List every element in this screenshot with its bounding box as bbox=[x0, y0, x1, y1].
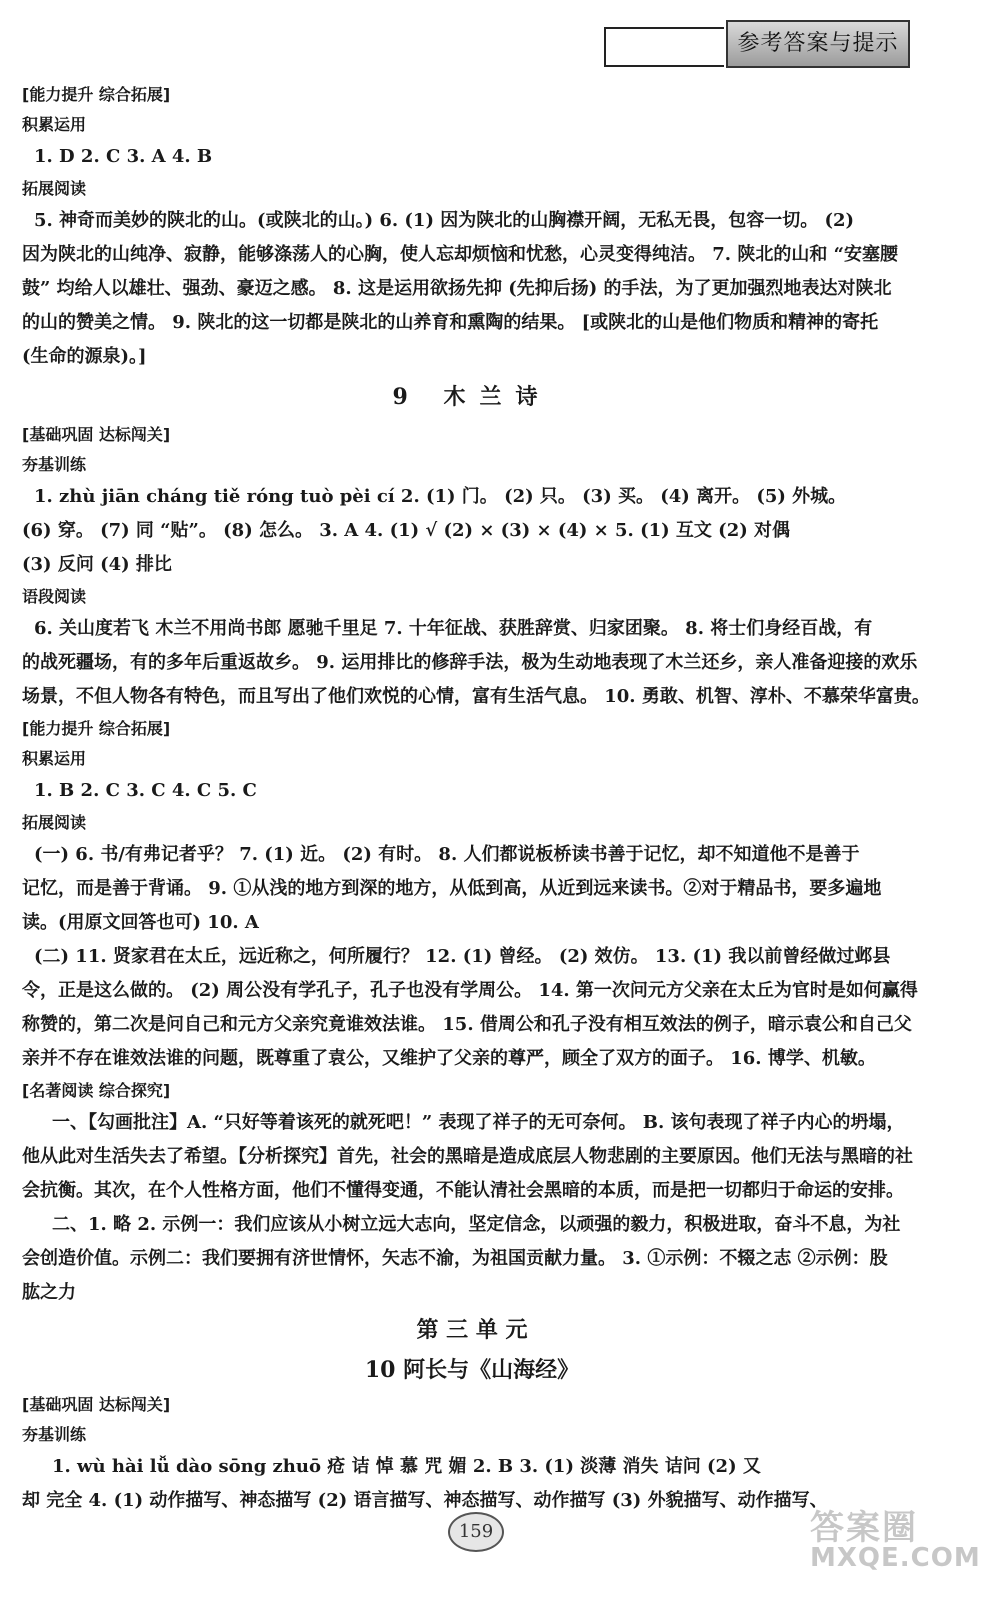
section-heading: [基础巩固 达标闯关] bbox=[22, 425, 171, 444]
answer-line: 读。(用原文回答也可) 10. A bbox=[22, 912, 259, 933]
page-number: 159 bbox=[448, 1512, 504, 1552]
answer-line: 记忆，而是善于背诵。 9. ①从浅的地方到深的地方，从低到高，从近到远来读书。②对于精品书，要多遍地 bbox=[22, 878, 882, 899]
answer-line: 会创造价值。示例二：我们要拥有济世情怀，矢志不渝，为祖国贡献力量。 3. ①示例：不辍之志 ②示例：股 bbox=[22, 1248, 888, 1269]
answer-line: 令，正是这么做的。 (2) 周公没有学孔子，孔子也没有学周公。 14. 第一次问元方父亲在太丘为官时是如何赢得 bbox=[22, 980, 918, 1001]
answer-line: 6. 关山度若飞 木兰不用尚书郎 愿驰千里足 7. 十年征战、获胜辞赏、归家团聚。 8. 将士们身经百战，有 bbox=[34, 618, 873, 639]
answer-line: (6) 穿。 (7) 同 “贴”。 (8) 怎么。 3. A 4. (1) √ (2) × (3) × (4) × 5. (1) 互文 (2) 对偶 bbox=[22, 520, 791, 541]
section-heading: [能力提升 综合拓展] bbox=[22, 719, 171, 738]
unit-title: 10 阿长与《山海经》 bbox=[364, 1357, 580, 1383]
section-heading: [基础巩固 达标闯关] bbox=[22, 1395, 171, 1414]
answer-line: 亲并不存在谁效法谁的问题，既尊重了袁公，又维护了父亲的尊严，顾全了双方的面子。 16. 博学、机敏。 bbox=[22, 1048, 876, 1069]
answer-line: 1. D 2. C 3. A 4. B bbox=[34, 146, 213, 167]
answer-line: 1. zhù jiān cháng tiě róng tuò pèi cí 2. (1) 门。 (2) 只。 (3) 买。 (4) 离开。 (5) 外城。 bbox=[34, 486, 847, 507]
answer-line: 肱之力 bbox=[22, 1282, 76, 1303]
answer-line: 场景，不但人物各有特色，而且写出了他们欢悦的心情，富有生活气息。 10. 勇敢、机智、淳朴、不慕荣华富贵。 bbox=[22, 686, 930, 707]
answer-line: 却 完全 4. (1) 动作描写、神态描写 (2) 语言描写、神态描写、动作描写 (3) 外貌描写、动作描写、 bbox=[22, 1490, 828, 1511]
subsection-heading: 拓展阅读 bbox=[22, 179, 87, 198]
lesson-title: 9 木兰诗 bbox=[392, 384, 552, 410]
answer-line: (一) 6. 书/有弗记者乎？ 7. (1) 近。 (2) 有时。 8. 人们都说板桥读书善于记忆，却不知道他不是善于 bbox=[34, 844, 860, 865]
subsection-heading: 积累运用 bbox=[22, 749, 87, 768]
unit-title: 第 三 单 元 bbox=[416, 1317, 528, 1343]
answer-line: 一、【勾画批注】A. “只好等着该死的就死吧！” 表现了祥子的无可奈何。 B. 该句表现了祥子内心的坍塌， bbox=[52, 1112, 905, 1133]
header bbox=[604, 12, 910, 62]
answer-line: 会抗衡。其次，在个人性格方面，他们不懂得变通，不能认清社会黑暗的本质，而是把一切都归于命运的安排。 bbox=[22, 1180, 904, 1201]
answer-line: 1. wù hài lǚ dào sōng zhuō 疮 诘 悼 慕 咒 媚 2. B 3. (1) 淡薄 消失 诘问 (2) 又 bbox=[52, 1456, 761, 1477]
subsection-heading: 拓展阅读 bbox=[22, 813, 87, 832]
answer-content bbox=[22, 80, 930, 1518]
answer-line: (二) 11. 贤家君在太丘，远近称之，何所履行？ 12. (1) 曾经。 (2) 效仿。 13. (1) 我以前曾经做过邺县 bbox=[34, 946, 891, 967]
answer-line: 因为陕北的山纯净、寂静，能够涤荡人的心胸，使人忘却烦恼和忧愁，心灵变得纯洁。 7. 陕北的山和 “安塞腰 bbox=[22, 244, 898, 265]
answer-line: 他从此对生活失去了希望。【分析探究】首先，社会的黑暗是造成底层人物悲剧的主要原因。他们无法与黑暗的社 bbox=[22, 1146, 913, 1167]
subsection-heading: 积累运用 bbox=[22, 115, 87, 134]
watermark-url: MXQE.COM bbox=[810, 1543, 981, 1573]
answer-line: (生命的源泉)。] bbox=[22, 346, 147, 367]
answer-line: 二、1. 略 2. 示例一：我们应该从小树立远大志向，坚定信念，以顽强的毅力，积极进取，奋斗不息，为社 bbox=[52, 1214, 901, 1235]
subsection-heading: 语段阅读 bbox=[22, 587, 87, 606]
answer-line: (3) 反问 (4) 排比 bbox=[22, 554, 172, 575]
answer-line: 1. B 2. C 3. C 4. C 5. C bbox=[34, 780, 257, 801]
subsection-heading: 夯基训练 bbox=[22, 455, 87, 474]
watermark bbox=[810, 1500, 981, 1573]
answer-line: 5. 神奇而美妙的陕北的山。(或陕北的山。) 6. (1) 因为陕北的山胸襟开阔，无私无畏，包容一切。 (2) bbox=[34, 210, 855, 231]
header-label: 参考答案与提示 bbox=[726, 20, 910, 68]
answer-line: 鼓” 均给人以雄壮、强劲、豪迈之感。 8. 这是运用欲扬先抑 (先抑后扬) 的手法，为了更加强烈地表达对陕北 bbox=[22, 278, 892, 299]
answer-line: 的山的赞美之情。 9. 陕北的这一切都是陕北的山养育和熏陶的结果。 [或陕北的山是他们物质和精神的寄托 bbox=[22, 312, 879, 333]
header-rule bbox=[604, 27, 724, 67]
section-heading: [名著阅读 综合探究] bbox=[22, 1081, 171, 1100]
answer-line: 称赞的，第二次是问自己和元方父亲究竟谁效法谁。 15. 借周公和孔子没有相互效法的例子，暗示袁公和自己父 bbox=[22, 1014, 912, 1035]
subsection-heading: 夯基训练 bbox=[22, 1425, 87, 1444]
section-heading: [能力提升 综合拓展] bbox=[22, 85, 171, 104]
answer-line: 的战死疆场，有的多年后重返故乡。 9. 运用排比的修辞手法，极为生动地表现了木兰还乡，亲人准备迎接的欢乐 bbox=[22, 652, 918, 673]
watermark-text: 答案圈 bbox=[810, 1508, 918, 1548]
